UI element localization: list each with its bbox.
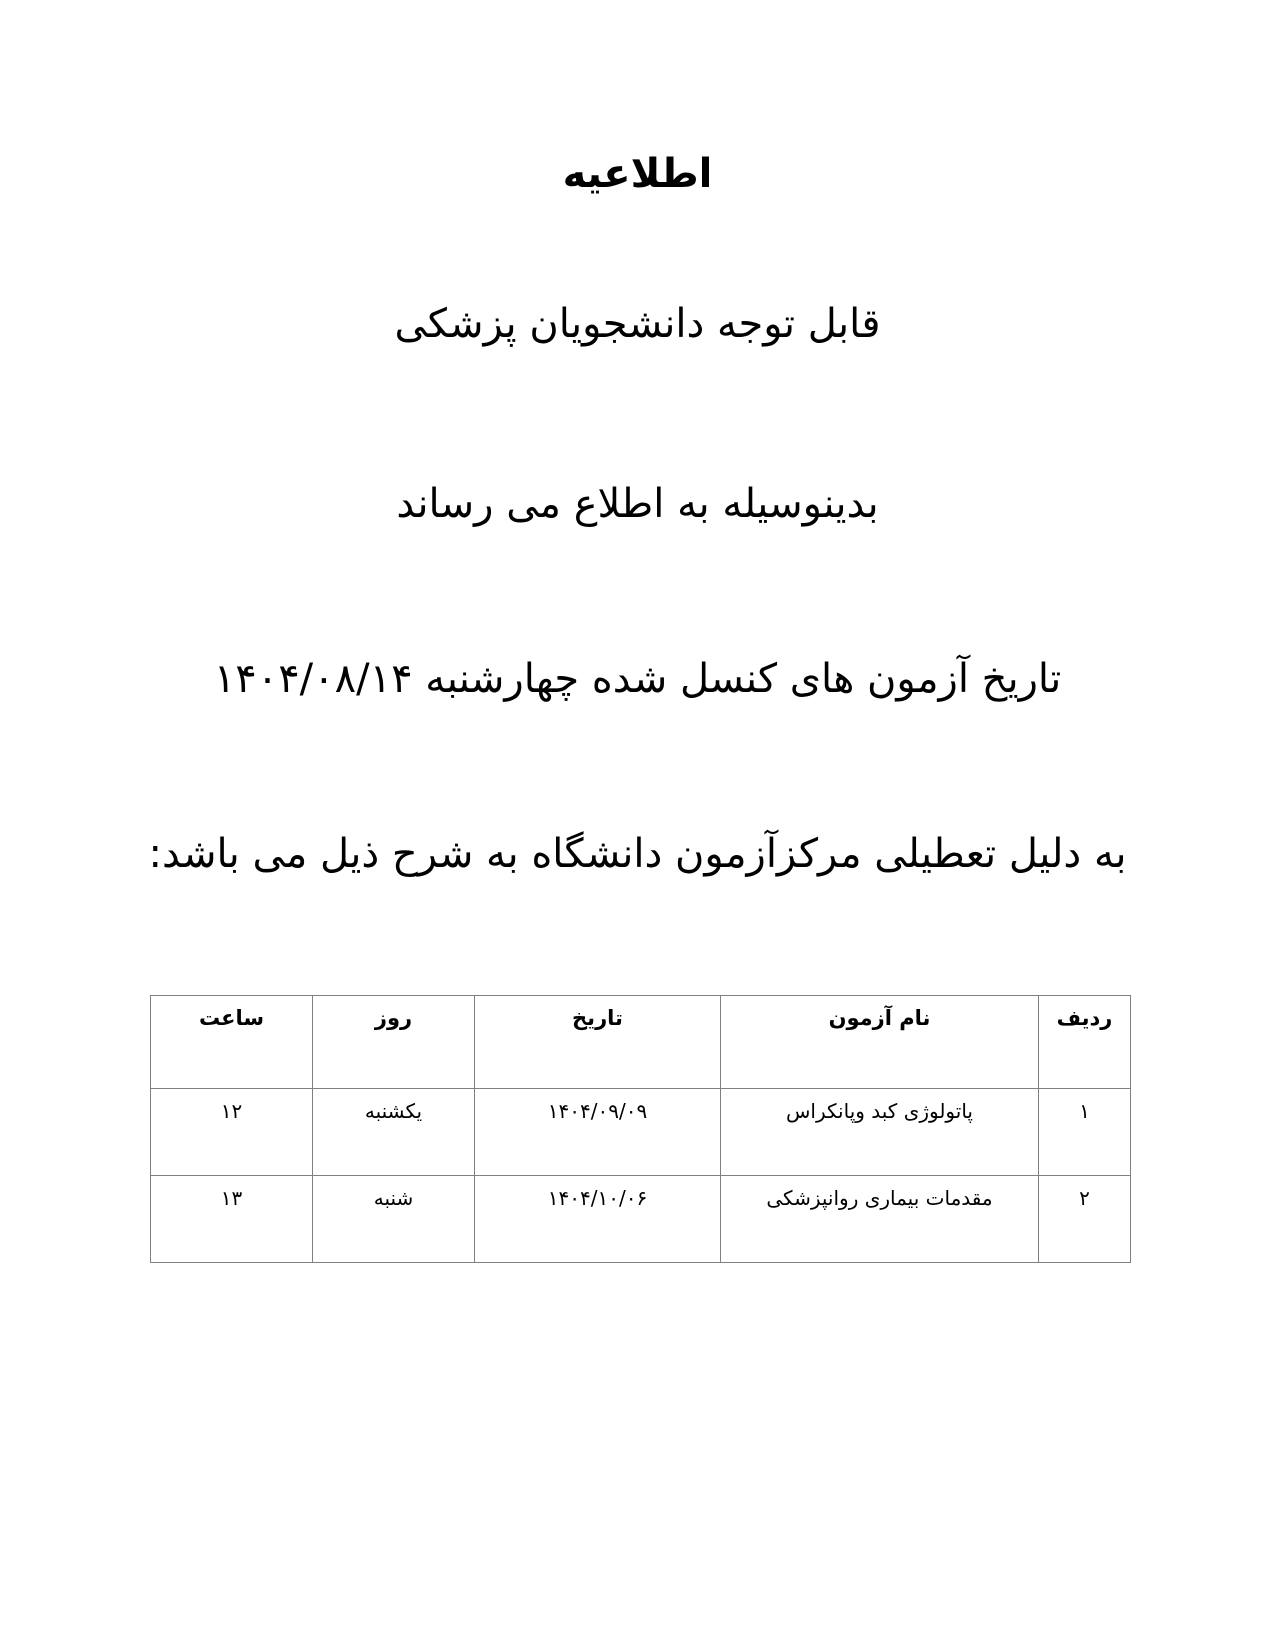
cell-exam-name: مقدمات بیماری روانپزشکی — [721, 1176, 1039, 1263]
exam-schedule-table — [150, 995, 1131, 1263]
cell-row-number: ۲ — [1039, 1176, 1131, 1263]
header-date: تاریخ — [475, 996, 721, 1089]
cell-time: ۱۳ — [151, 1176, 313, 1263]
table-row — [151, 1089, 1131, 1176]
header-day: روز — [313, 996, 475, 1089]
header-time: ساعت — [151, 996, 313, 1089]
table-header-row — [151, 996, 1131, 1089]
header-row-number: ردیف — [1039, 996, 1131, 1089]
table-row — [151, 1176, 1131, 1263]
cell-exam-name: پاتولوژی کبد وپانکراس — [721, 1089, 1039, 1176]
header-exam-name: نام آزمون — [721, 996, 1039, 1089]
cell-row-number: ۱ — [1039, 1089, 1131, 1176]
cell-day: شنبه — [313, 1176, 475, 1263]
notice-title: اطلاعیه — [562, 151, 713, 197]
cell-day: یکشنبه — [313, 1089, 475, 1176]
cell-date: ۱۴۰۴/۰۹/۰۹ — [475, 1089, 721, 1176]
notice-line-reason: به دلیل تعطیلی مرکزآزمون دانشگاه به شرح ذیل می باشد: — [148, 831, 1127, 877]
cell-time: ۱۲ — [151, 1089, 313, 1176]
notice-line-cancelled-date: تاریخ آزمون های کنسل شده چهارشنبه ۱۴۰۴/۰۸/۱۴ — [213, 656, 1062, 702]
cell-date: ۱۴۰۴/۱۰/۰۶ — [475, 1176, 721, 1263]
notice-line-announcement: بدینوسیله به اطلاع می رساند — [396, 481, 879, 527]
notice-line-attention: قابل توجه دانشجویان پزشکی — [394, 301, 881, 347]
